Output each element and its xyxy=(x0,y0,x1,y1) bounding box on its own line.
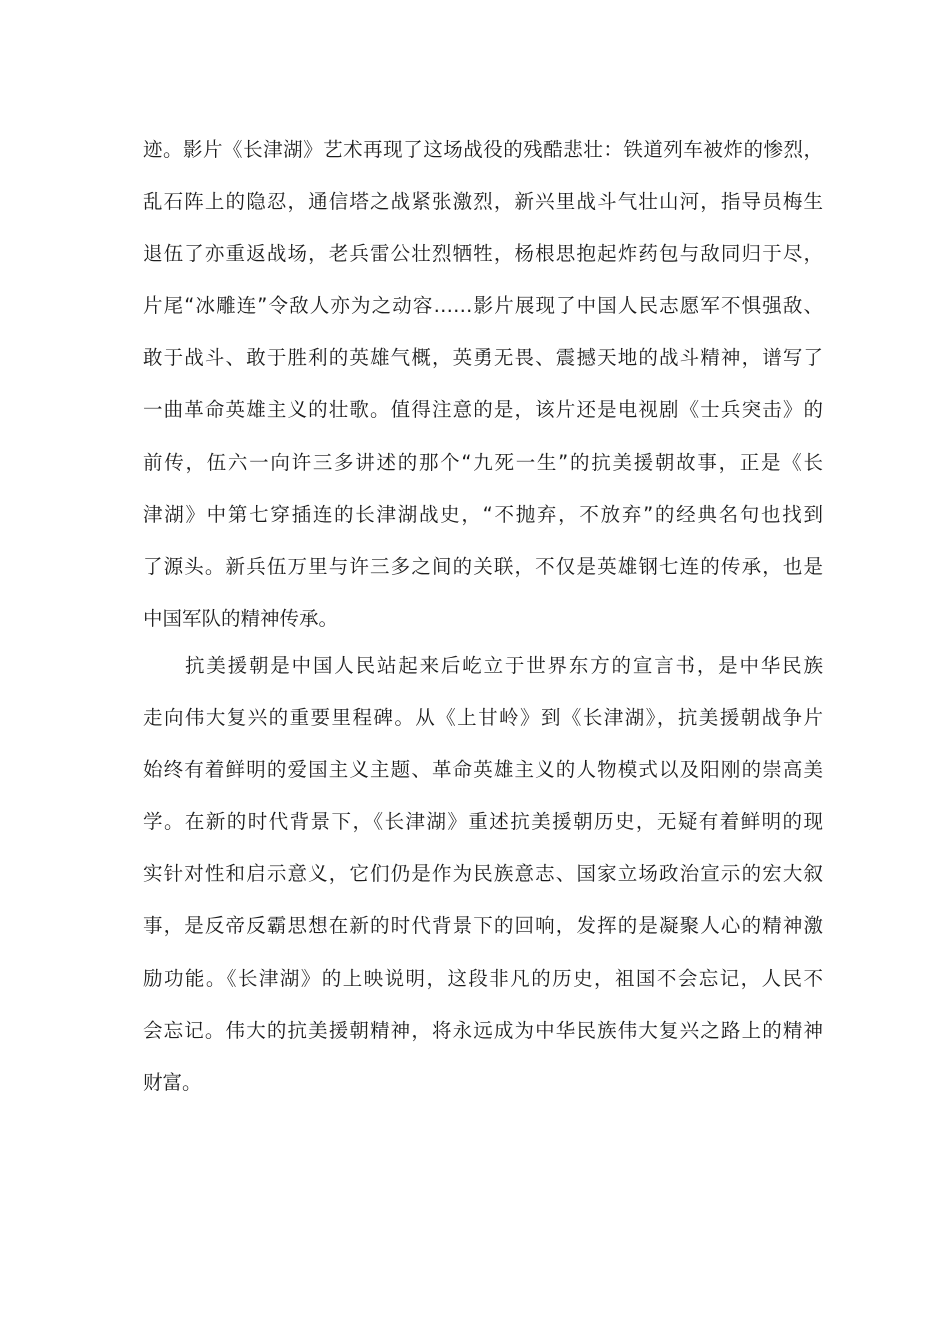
paragraph-1-line-2: 乱石阵上的隐忍，通信塔之战紧张激烈，新兴里战斗气壮山河，指导员梅生 xyxy=(143,190,823,214)
paragraph-1-line-1: 迹。影片《长津湖》艺术再现了这场战役的残酷悲壮：铁道列车被炸的惨烈， xyxy=(143,138,823,161)
paragraph-2-line-6: 事，是反帝反霸思想在新的时代背景下的回响，发挥的是凝聚人心的精神激 xyxy=(143,914,823,938)
paragraph-1-line-8: 津湖》中第七穿插连的长津湖战史，“不抛弃，不放弃”的经典名句也找到 xyxy=(143,502,823,526)
paragraph-1-line-4: 片尾“冰雕连”令敌人亦为之动容……影片展现了中国人民志愿军不惧强敌、 xyxy=(143,294,823,318)
paragraph-2 xyxy=(143,646,823,1115)
paragraph-2-line-3: 始终有着鲜明的爱国主义主题、革命英雄主义的人物模式以及阳刚的崇高美 xyxy=(143,758,823,782)
paragraph-2-line-5: 实针对性和启示意义，它们仍是作为民族意志、国家立场政治宣示的宏大叙 xyxy=(143,862,823,886)
paragraph-1 xyxy=(143,130,823,651)
paragraph-1-line-3: 退伍了亦重返战场，老兵雷公壮烈牺牲，杨根思抱起炸药包与敌同归于尽， xyxy=(143,242,823,266)
paragraph-2-line-8: 会忘记。伟大的抗美援朝精神，将永远成为中华民族伟大复兴之路上的精神 xyxy=(143,1018,823,1042)
paragraph-2-line-2: 走向伟大复兴的重要里程碑。从《上甘岭》到《长津湖》，抗美援朝战争片 xyxy=(143,706,823,730)
paragraph-1-line-6: 一曲革命英雄主义的壮歌。值得注意的是，该片还是电视剧《士兵突击》的 xyxy=(143,398,823,422)
paragraph-2-line-9: 财富。 xyxy=(143,1070,202,1094)
paragraph-1-line-7: 前传，伍六一向许三多讲述的那个“九死一生”的抗美援朝故事，正是《长 xyxy=(143,450,823,474)
paragraph-2-line-1: 抗美援朝是中国人民站起来后屹立于世界东方的宣言书，是中华民族 xyxy=(185,654,823,677)
paragraph-1-line-10: 中国军队的精神传承。 xyxy=(143,606,339,630)
paragraph-1-line-9: 了源头。新兵伍万里与许三多之间的关联，不仅是英雄钢七连的传承，也是 xyxy=(143,554,823,578)
paragraph-1-line-5: 敢于战斗、敢于胜利的英雄气概，英勇无畏、震撼天地的战斗精神，谱写了 xyxy=(143,346,823,370)
paragraph-2-line-7: 励功能。《长津湖》的上映说明，这段非凡的历史，祖国不会忘记，人民不 xyxy=(143,966,823,990)
paragraph-2-line-4: 学。在新的时代背景下，《长津湖》重述抗美援朝历史，无疑有着鲜明的现 xyxy=(143,810,823,834)
